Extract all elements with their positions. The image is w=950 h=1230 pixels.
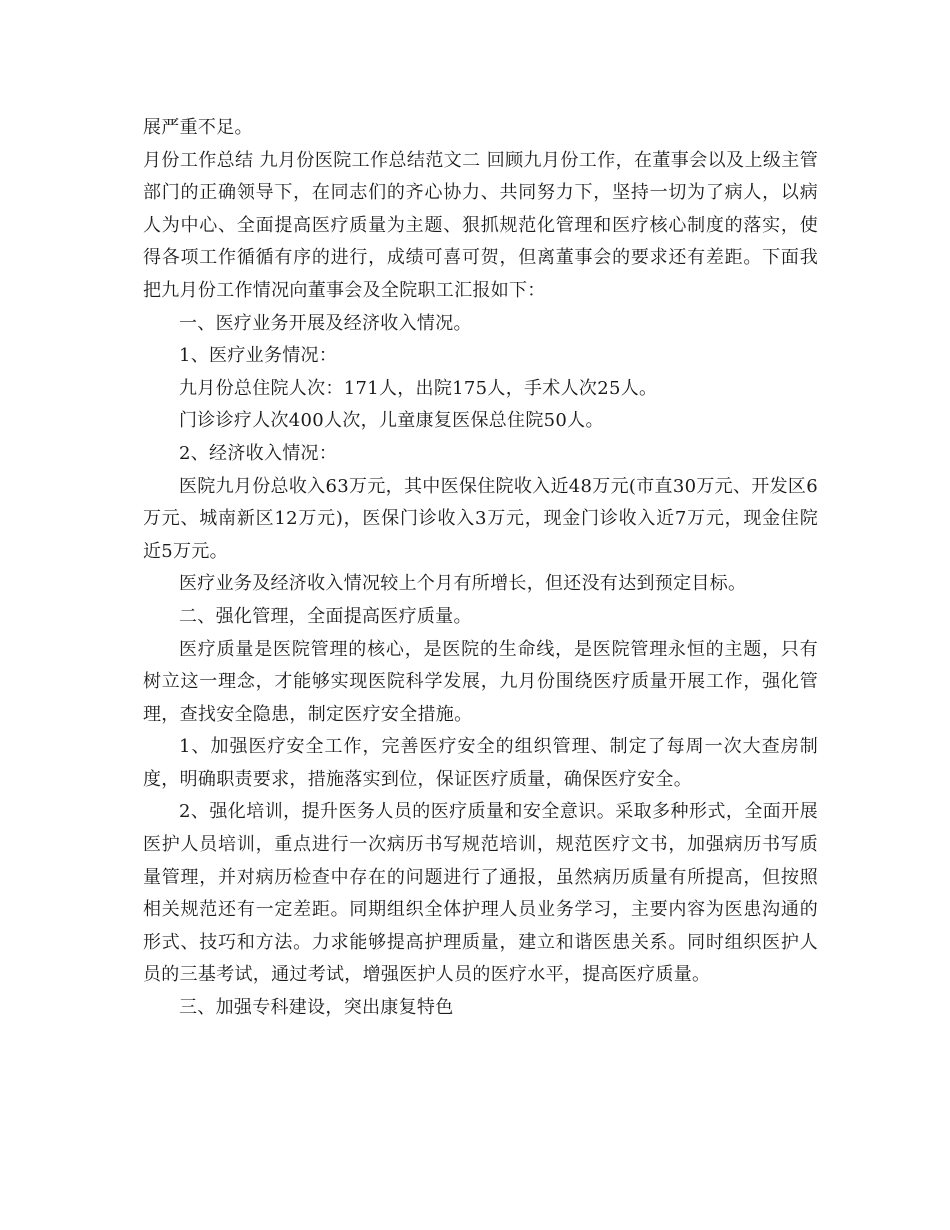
paragraph-quality-core: 医疗质量是医院管理的核心，是医院的生命线，是医院管理永恒的主题，只有树立这一理念，才能够实现医院科学发展，九月份围绕医疗质量开展工作，强化管理，查找安全隐患，制定医疗安全措施。 [143,638,818,725]
paragraph-training: 2、强化培训，提升医务人员的医疗质量和安全意识。采取多种形式，全面开展医护人员培训，重点进行一次病历书写规范培训，规范医疗文书，加强病历书写质量管理，并对病历检查中存在的问题进行了通报，虽然病历质量有所提高，但按照相关规范还有一定差距。同期组织全体护理人员业务学习，主要内容为医患沟通的形式、技巧和方法。力求能够提高护理质量，建立和谐医患关系。同时组织医护人员的三基考试，通过考试，增强医护人员的医疗水平，提高医疗质量。 [143,801,818,986]
paragraph-safety-work: 1、加强医疗安全工作，完善医疗安全的组织管理、制定了每周一次大查房制度，明确职责要求，措施落实到位，保证医疗质量，确保医疗安全。 [143,736,818,790]
paragraph-inpatient-stats: 九月份总住院人次：171人，出院175人，手术人次25人。 [179,377,658,399]
heading-section-3: 三、加强专科建设，突出康复特色 [179,997,454,1019]
paragraph-intro: 月份工作总结 九月份医院工作总结范文二 回顾九月份工作，在董事会以及上级主管部门的正确领导下，在同志们的齐心协力、共同努力下，坚持一切为了病人，以病人为中心、全面提高医疗质量为主题、狠抓规范化管理和医疗核心制度的落实，使得各项工作循循有序的进行，成绩可喜可贺，但离董事会的要求还有差距。下面我把九月份工作情况向董事会及全院职工汇报如下： [143,149,818,301]
heading-section-2: 二、强化管理，全面提高医疗质量。 [179,605,472,627]
heading-section-1: 一、医疗业务开展及经济收入情况。 [179,312,472,334]
paragraph-income-summary: 医疗业务及经济收入情况较上个月有所增长，但还没有达到预定目标。 [179,573,747,595]
subheading-medical-business: 1、医疗业务情况： [179,345,338,367]
paragraph-continuation: 展严重不足。 [143,117,253,138]
paragraph-income-details: 医院九月份总收入63万元，其中医保住院收入近48万元(市直30万元、开发区6万元、城南新区12万元)，医保门诊收入3万元，现金门诊收入近7万元，现金住院近5万元。 [143,475,818,562]
subheading-income: 2、经济收入情况： [179,442,338,464]
document-body [143,112,818,1025]
paragraph-outpatient-stats: 门诊诊疗人次400人次，儿童康复医保总住院50人。 [179,410,604,432]
